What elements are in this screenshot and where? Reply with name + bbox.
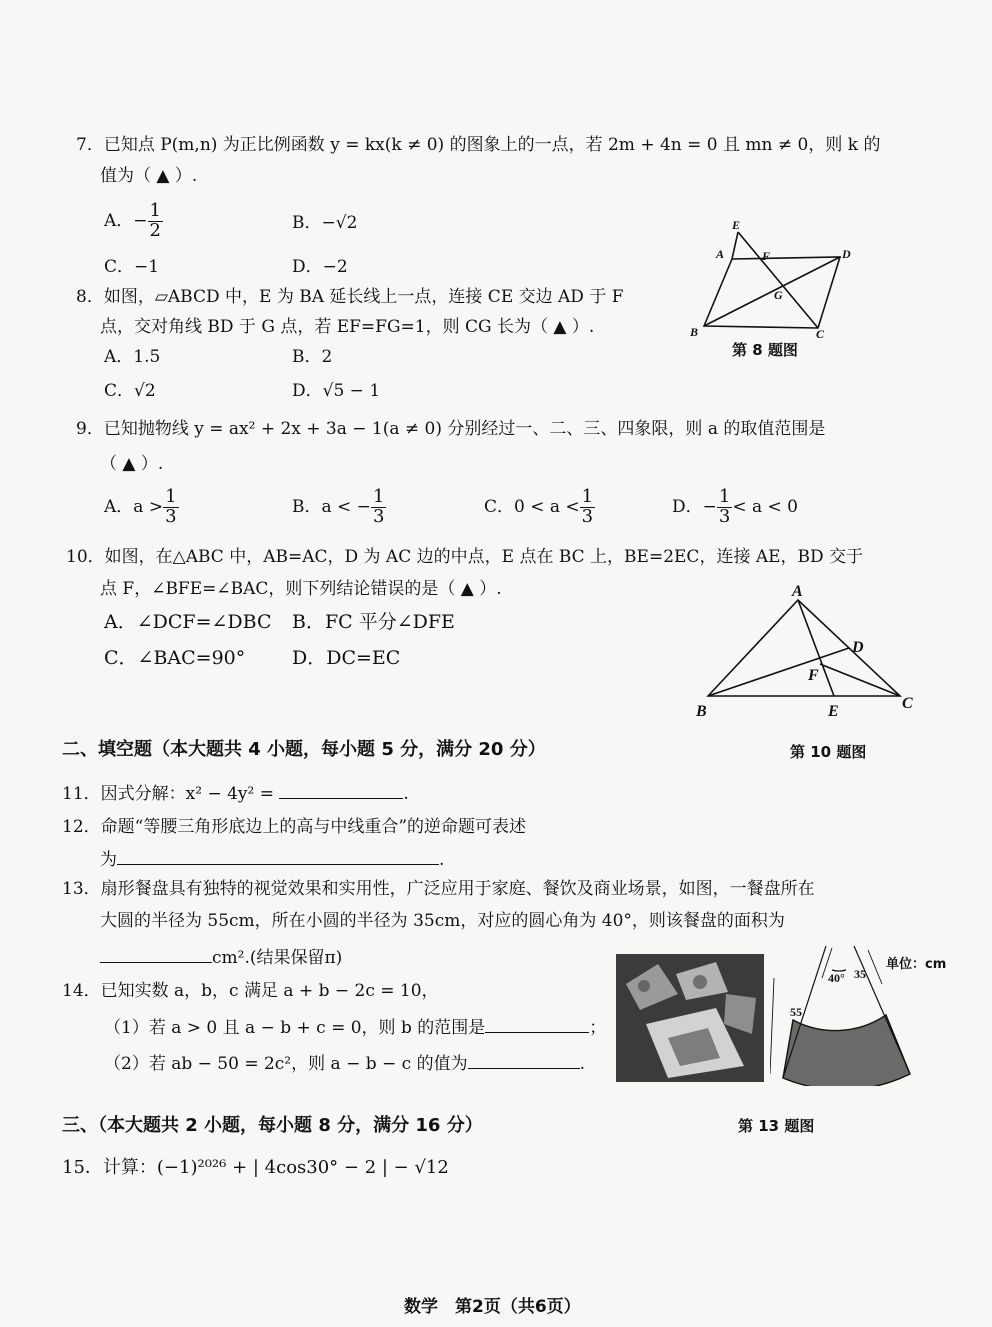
q14-part1-text: （1）若 a > 0 且 a − b + c = 0，则 b 的范围是 xyxy=(104,1018,486,1038)
q9-option-b-den: 3 xyxy=(372,505,385,527)
q10-label-d: D xyxy=(852,639,864,656)
q8-label-d: D xyxy=(842,247,851,261)
q9-option-d-prefix: D．− xyxy=(672,496,717,517)
q8-option-d: D．√5 − 1 xyxy=(292,381,381,401)
q8-line-ec xyxy=(738,232,818,328)
q11-text: 11．因式分解：x² − 4y² = xyxy=(62,784,274,804)
q14-stem-line1: 14．已知实数 a，b，c 满足 a + b − 2c = 10， xyxy=(62,981,439,1001)
q7-option-a-fraction xyxy=(148,202,163,241)
q13-plate-shape xyxy=(783,1015,910,1086)
q7-option-d: D．−2 xyxy=(292,257,348,277)
q14-part1-end: ； xyxy=(589,1018,607,1038)
q7-option-a-den: 2 xyxy=(149,219,161,241)
q12-end: . xyxy=(439,850,445,870)
q10-label-f: F xyxy=(808,667,819,684)
section-2-title: 二、填空题（本大题共 4 小题，每小题 5 分，满分 20 分） xyxy=(62,739,546,760)
q14-part1 xyxy=(104,1016,606,1039)
q11-end: . xyxy=(403,784,409,804)
q9-option-c-prefix: C．0 < a < xyxy=(484,496,580,517)
q9-stem-line1: 9．已知抛物线 y = ax² + 2x + 3a − 1(a ≠ 0) 分别经过一、二、三、四象限，则 a 的取值范围是 xyxy=(76,419,826,439)
q10-option-a: A．∠DCF=∠DBC xyxy=(104,611,272,633)
q10-label-b: B xyxy=(696,703,707,720)
q14-part1-answer-blank[interactable] xyxy=(485,1016,589,1033)
q14-part2-text: （2）若 ab − 50 = 2c²，则 a − b − c 的值为 xyxy=(104,1054,468,1074)
q7-option-b: B．−√2 xyxy=(292,213,358,233)
q14-part2 xyxy=(104,1052,585,1075)
q9-option-d-suffix: < a < 0 xyxy=(732,496,798,517)
q8-label-e: E xyxy=(732,218,741,232)
page-footer: 数学 第2页（共6页） xyxy=(404,1297,581,1317)
q9-option-c-fraction xyxy=(580,488,595,527)
q9-option-a-num: 1 xyxy=(165,486,177,507)
q7-option-c: C．−1 xyxy=(104,257,160,277)
q7-option-a-sign: − xyxy=(133,210,148,231)
q10-caption: 第 10 题图 xyxy=(790,743,867,761)
q9-option-b xyxy=(292,488,386,527)
q15: 15．计算：(−1)²⁰²⁶ + | 4cos30° − 2 | − √12 xyxy=(62,1157,449,1178)
q9-option-b-fraction xyxy=(371,488,386,527)
q13-unit-label: 单位：cm xyxy=(886,957,947,972)
section-3-title: 三、（本大题共 2 小题，每小题 8 分，满分 16 分） xyxy=(62,1115,483,1136)
q7-stem-line1: 7．已知点 P(m,n) 为正比例函数 y = kx(k ≠ 0) 的图象上的一点，若 2m + 4n = 0 且 mn ≠ 0，则 k 的 xyxy=(76,135,881,155)
q10-option-c: C．∠BAC=90° xyxy=(104,647,246,669)
q7-option-a xyxy=(104,202,163,241)
q13-angle-label: 40° xyxy=(828,971,845,985)
q10-stem-line1: 10．如图，在△ABC 中，AB=AC，D 为 AC 边的中点，E 点在 BC 上，BE=2EC，连接 AE，BD 交于 xyxy=(66,547,864,567)
q13-stem-line1: 13．扇形餐盘具有独特的视觉效果和实用性，广泛应用于家庭、餐饮及商业场景，如图，一餐盘所在 xyxy=(62,879,815,899)
q9-option-a-den: 3 xyxy=(165,505,177,527)
q9-option-a-prefix: A．a > xyxy=(104,496,164,517)
q9-option-d-num: 1 xyxy=(718,486,731,507)
q12-stem-line1: 12．命题“等腰三角形底边上的高与中线重合”的逆命题可表述 xyxy=(62,817,527,837)
q8-option-b: B．2 xyxy=(292,347,333,367)
q13-caption: 第 13 题图 xyxy=(738,1117,815,1135)
q9-option-b-num: 1 xyxy=(372,486,385,507)
q9-option-d xyxy=(672,488,798,527)
q8-caption: 第 8 题图 xyxy=(732,341,798,359)
q14-part2-answer-blank[interactable] xyxy=(468,1052,580,1069)
q13-line3 xyxy=(100,946,342,969)
q13-answer-blank[interactable] xyxy=(100,946,212,963)
q8-label-g: G xyxy=(774,288,783,302)
q8-label-b: B xyxy=(690,325,699,339)
q9-option-a xyxy=(104,488,179,527)
q10-line-bd xyxy=(708,648,849,696)
q8-label-c: C xyxy=(816,327,825,340)
q8-label-f: F xyxy=(762,249,771,263)
q9-option-c-den: 3 xyxy=(581,505,594,527)
q13-r-small-label: 35 xyxy=(854,967,866,981)
q10-label-e: E xyxy=(828,703,839,720)
q8-stem-line1: 8．如图，▱ABCD 中，E 为 BA 延长线上一点，连接 CE 交边 AD 于 F xyxy=(76,287,624,307)
q12-line2 xyxy=(100,848,444,871)
q9-option-d-den: 3 xyxy=(718,505,731,527)
q9-option-c-num: 1 xyxy=(581,486,594,507)
q8-line-bd xyxy=(704,257,840,326)
q8-label-a: A xyxy=(716,247,725,261)
q9-option-c xyxy=(484,488,595,527)
q7-option-a-label: A． xyxy=(104,210,134,231)
q9-option-d-fraction xyxy=(717,488,732,527)
q7-stem-line2: 值为（ ▲ ）. xyxy=(100,166,198,186)
q10-label-c: C xyxy=(902,695,913,712)
q8-figure xyxy=(684,216,864,340)
q10-option-d: D．DC=EC xyxy=(292,647,401,669)
q13-plate-photo xyxy=(616,954,764,1082)
q9-option-a-fraction xyxy=(163,488,178,527)
q13-unit-note: cm².(结果保留π) xyxy=(212,948,343,968)
q8-option-c: C．√2 xyxy=(104,381,156,401)
q8-stem-line2: 点，交对角线 BD 于 G 点，若 EF=FG=1，则 CG 长为（ ▲ ）. xyxy=(100,317,595,337)
q9-option-b-prefix: B．a < − xyxy=(292,496,371,517)
q8-option-a: A．1.5 xyxy=(104,347,161,367)
q13-r-large-label: 55 xyxy=(790,1005,802,1019)
q10-stem-line2: 点 F，∠BFE=∠BAC，则下列结论错误的是（ ▲ ）. xyxy=(100,579,502,599)
q8-line-ea xyxy=(732,232,738,259)
q12-answer-blank[interactable] xyxy=(117,848,439,865)
q14-part2-end: . xyxy=(579,1054,585,1074)
q12-prefix: 为 xyxy=(100,850,117,870)
q13-stem-line2: 大圆的半径为 55cm，所在小圆的半径为 35cm，对应的圆心角为 40°，则该餐盘的面积为 xyxy=(100,911,785,931)
q10-figure xyxy=(690,580,930,726)
q9-stem-line2: （ ▲ ）. xyxy=(100,454,164,474)
q10-label-a: A xyxy=(792,583,803,600)
q11-answer-blank[interactable] xyxy=(279,782,403,799)
q11 xyxy=(62,782,409,805)
q10-option-b: B．FC 平分∠DFE xyxy=(292,611,455,633)
q7-option-a-num: 1 xyxy=(149,200,161,221)
